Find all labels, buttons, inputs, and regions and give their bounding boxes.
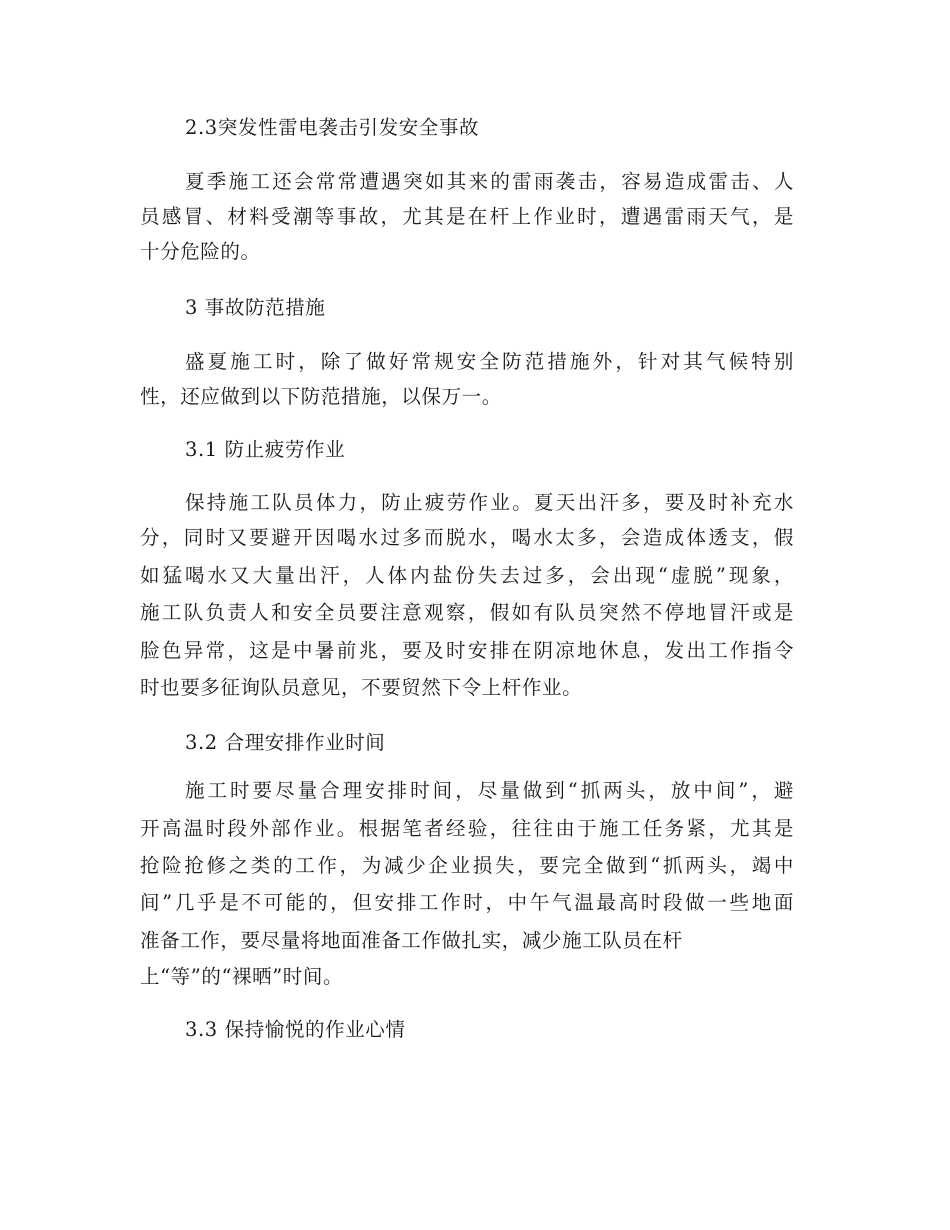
paragraph-line: 施工时要尽量合理安排时间，尽量做到“抓两头，放中间”，避 xyxy=(185,779,794,802)
paragraph-line: 间”几乎是不可能的，但安排工作时，中午气温最高时段做一些地面 xyxy=(140,891,794,914)
paragraph-line: 抢险抢修之类的工作，为减少企业损失，要完全做到“抓两头，竭中 xyxy=(140,854,794,877)
paragraph-line: 如猛喝水又大量出汗，人体内盐份失去过多，会出现“虚脱”现象， xyxy=(140,564,794,587)
paragraph-line: 员感冒、材料受潮等事故，尤其是在杆上作业时，遭遇雷雨天气，是 xyxy=(140,205,794,228)
paragraph-line: 盛夏施工时，除了做好常规安全防范措施外，针对其气候特别 xyxy=(185,350,794,373)
paragraph-line: 时也要多征询队员意见，不要贸然下令上杆作业。 xyxy=(140,676,583,699)
section-heading-3-2: 3.2 合理安排作业时间 xyxy=(185,731,386,754)
section-heading-3-1: 3.1 防止疲劳作业 xyxy=(185,438,346,461)
paragraph-line: 脸色异常，这是中暑前兆，要及时安排在阴凉地休息，发出工作指令 xyxy=(140,639,794,662)
section-heading-3-3: 3.3 保持愉悦的作业心情 xyxy=(185,1018,406,1041)
paragraph-line: 开高温时段外部作业。根据笔者经验，往往由于施工任务紧，尤其是 xyxy=(140,817,794,840)
paragraph-line: 性，还应做到以下防范措施，以保万一。 xyxy=(140,385,502,408)
paragraph-line: 准备工作，要尽量将地面准备工作做扎实，减少施工队员在杆 xyxy=(140,929,683,952)
paragraph-line: 夏季施工还会常常遭遇突如其来的雷雨袭击，容易造成雷击、人 xyxy=(185,170,794,193)
paragraph-line: 上“等”的“裸晒”时间。 xyxy=(140,965,344,988)
section-heading-2-3: 2.3突发性雷电袭击引发安全事故 xyxy=(185,116,480,139)
paragraph-line: 十分危险的。 xyxy=(140,240,261,263)
paragraph-line: 保持施工队员体力，防止疲劳作业。夏天出汗多，要及时补充水 xyxy=(185,491,794,514)
paragraph-line: 分，同时又要避开因喝水过多而脱水，喝水太多，会造成体透支，假 xyxy=(140,526,794,549)
section-heading-3: 3 事故防范措施 xyxy=(185,296,326,319)
paragraph-line: 施工队负责人和安全员要注意观察，假如有队员突然不停地冒汗或是 xyxy=(140,601,794,624)
